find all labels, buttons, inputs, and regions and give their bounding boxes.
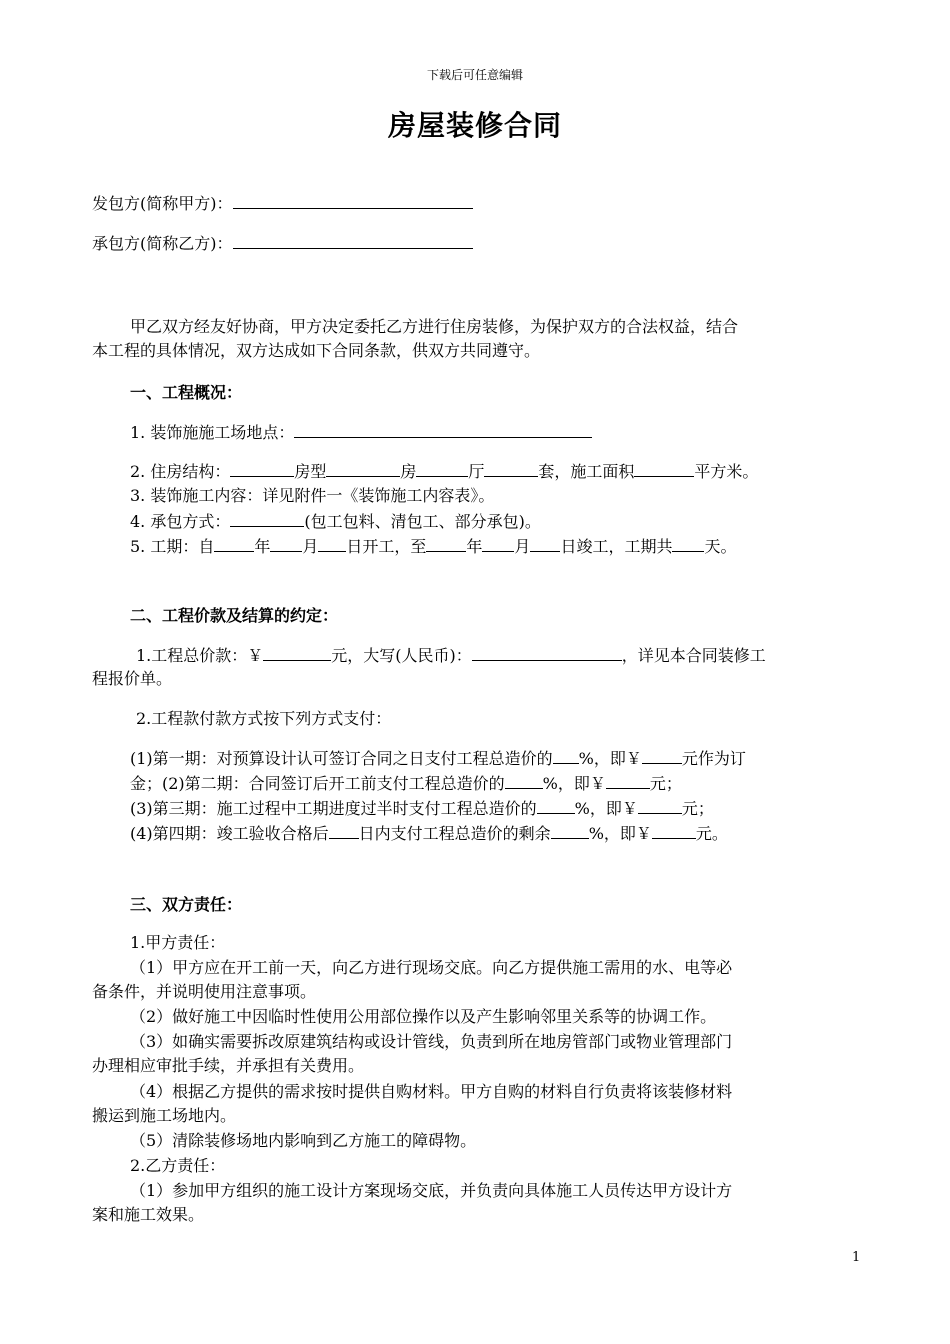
page-number: 1 [852,1250,861,1265]
s1-item-2-f: 平方米。 [694,462,759,481]
rooms-blank[interactable] [416,459,468,477]
a-duty-5: （5）清除装修场地内影响到乙方施工的障碍物。 [130,1131,477,1150]
s2-l4-b: 日内支付工程总造价的剩余 [358,824,551,843]
area-blank[interactable] [634,459,694,477]
s1-item-1 [130,420,592,445]
amt-2-blank[interactable] [606,771,650,789]
s2-l2-b: %，即￥ [542,774,606,793]
housing-blank[interactable] [230,459,294,477]
intro-line-1: 甲乙双方经友好协商，甲方决定委托乙方进行住房装修，为保护双方的合法权益，结合 [130,317,739,336]
s1-item-5-g: 日竣工，工期共 [560,537,673,556]
s2-l3-b: %，即￥ [574,799,638,818]
site-address-blank[interactable] [294,420,592,438]
s2-p1 [136,643,766,668]
s2-p1-c: ，详见本合同装修工 [621,646,766,665]
halls-blank[interactable] [484,459,538,477]
start-year-blank[interactable] [214,534,254,552]
s1-item-2 [130,459,758,484]
s2-p1-b: 元，大写(人民币)： [331,646,472,665]
party-a-label: 发包方(简称甲方)： [92,194,233,213]
a-duty-1-line-1: （1）甲方应在开工前一天，向乙方进行现场交底。向乙方提供施工需用的水、电等必 [130,958,733,977]
s2-l1-b: %，即￥ [578,749,642,768]
s1-item-5-f: 月 [514,537,531,556]
party-b-blank[interactable] [233,231,473,249]
s2-l4-d: 元。 [695,824,728,843]
party-b-duties-title: 2.乙方责任： [130,1156,226,1175]
a-duty-3-line-2: 办理相应审批手续，并承担有关费用。 [92,1056,365,1075]
total-price-words-blank[interactable] [472,643,622,661]
amt-1-blank[interactable] [642,746,682,764]
s1-item-5-c: 月 [302,537,319,556]
start-month-blank[interactable] [270,534,302,552]
b-duty-1-line-2: 案和施工效果。 [92,1205,205,1224]
days-4-blank[interactable] [329,821,359,839]
s1-item-5-a: 5. 工期：自 [130,537,215,556]
s1-item-5-e: 年 [466,537,483,556]
s2-installment-3 [130,796,714,821]
s1-item-2-c: 房 [400,462,417,481]
pct-2-blank[interactable] [505,771,543,789]
section-3-heading: 三、双方责任： [130,895,243,914]
s2-l3-c: 元； [681,799,714,818]
pct-4-blank[interactable] [551,821,589,839]
s1-item-5-d: 日开工，至 [346,537,427,556]
s2-l3-a: (3)第三期：施工过程中工期进度过半时支付工程总造价的 [130,799,537,818]
s2-l2-a: 金；(2)第二期：合同签订后开工前支付工程总造价的 [130,774,505,793]
s2-l1-c: 元作为订 [681,749,746,768]
s1-item-5-h: 天。 [704,537,737,556]
s1-item-4 [130,509,541,534]
s2-p1-cont: 程报价单。 [92,669,173,688]
b-duty-1-line-1: （1）参加甲方组织的施工设计方案现场交底，并负责向具体施工人员传达甲方设计方 [130,1181,733,1200]
a-duty-2: （2）做好施工中因临时性使用公用部位操作以及产生影响邻里关系等的协调工作。 [130,1007,717,1026]
s2-installment-2 [130,771,682,796]
s2-installment-1 [130,746,746,771]
s1-item-2-a: 2. 住房结构： [130,462,231,481]
header-note: 下载后可任意编辑 [426,68,523,82]
s1-item-2-d: 厅 [468,462,485,481]
s1-item-4-a: 4. 承包方式： [130,512,231,531]
s2-l1-a: (1)第一期：对预算设计认可签订合同之日支付工程总造价的 [130,749,553,768]
intro-line-2: 本工程的具体情况，双方达成如下合同条款，供双方共同遵守。 [92,341,541,360]
party-b-label: 承包方(简称乙方)： [92,234,233,253]
amt-3-blank[interactable] [638,796,682,814]
s2-l4-a: (4)第四期：竣工验收合格后 [130,824,329,843]
pct-1-blank[interactable] [553,746,579,764]
s1-item-5-b: 年 [254,537,271,556]
contract-mode-blank[interactable] [230,509,304,527]
a-duty-1-line-2: 备条件，并说明使用注意事项。 [92,982,317,1001]
end-year-blank[interactable] [426,534,466,552]
amt-4-blank[interactable] [652,821,696,839]
start-day-blank[interactable] [318,534,346,552]
end-day-blank[interactable] [530,534,560,552]
s1-item-3: 3. 装饰施工内容：详见附件一《装饰施工内容表》。 [130,486,495,505]
s1-item-2-b: 房型 [294,462,327,481]
type-blank[interactable] [326,459,400,477]
a-duty-4-line-2: 搬运到施工场地内。 [92,1106,237,1125]
party-a-line [92,191,473,216]
end-month-blank[interactable] [482,534,514,552]
a-duty-3-line-1: （3）如确实需要拆改原建筑结构或设计管线，负责到所在地房管部门或物业管理部门 [130,1032,733,1051]
document-title: 房屋装修合同 [387,109,562,142]
s2-p2: 2.工程款付款方式按下列方式支付： [136,709,392,728]
party-b-line [92,231,473,256]
section-1-heading: 一、工程概况： [130,383,243,402]
s2-l2-c: 元； [649,774,682,793]
party-a-blank[interactable] [233,191,473,209]
s2-installment-4 [130,821,728,846]
a-duty-4-line-1: （4）根据乙方提供的需求按时提供自购材料。甲方自购的材料自行负责将该装修材料 [130,1082,733,1101]
s1-item-1-label: 1. 装饰施施工场地点： [130,423,295,442]
s2-l4-c: %，即￥ [588,824,652,843]
duration-blank[interactable] [672,534,704,552]
s1-item-4-b: (包工包料、清包工、部分承包)。 [304,512,541,531]
s1-item-2-e: 套，施工面积 [538,462,635,481]
pct-3-blank[interactable] [537,796,575,814]
total-price-blank[interactable] [263,643,331,661]
party-a-duties-title: 1.甲方责任： [130,933,226,952]
section-2-heading: 二、工程价款及结算的约定： [130,606,339,625]
s1-item-5 [130,534,736,559]
s2-p1-a: 1.工程总价款：￥ [136,646,264,665]
